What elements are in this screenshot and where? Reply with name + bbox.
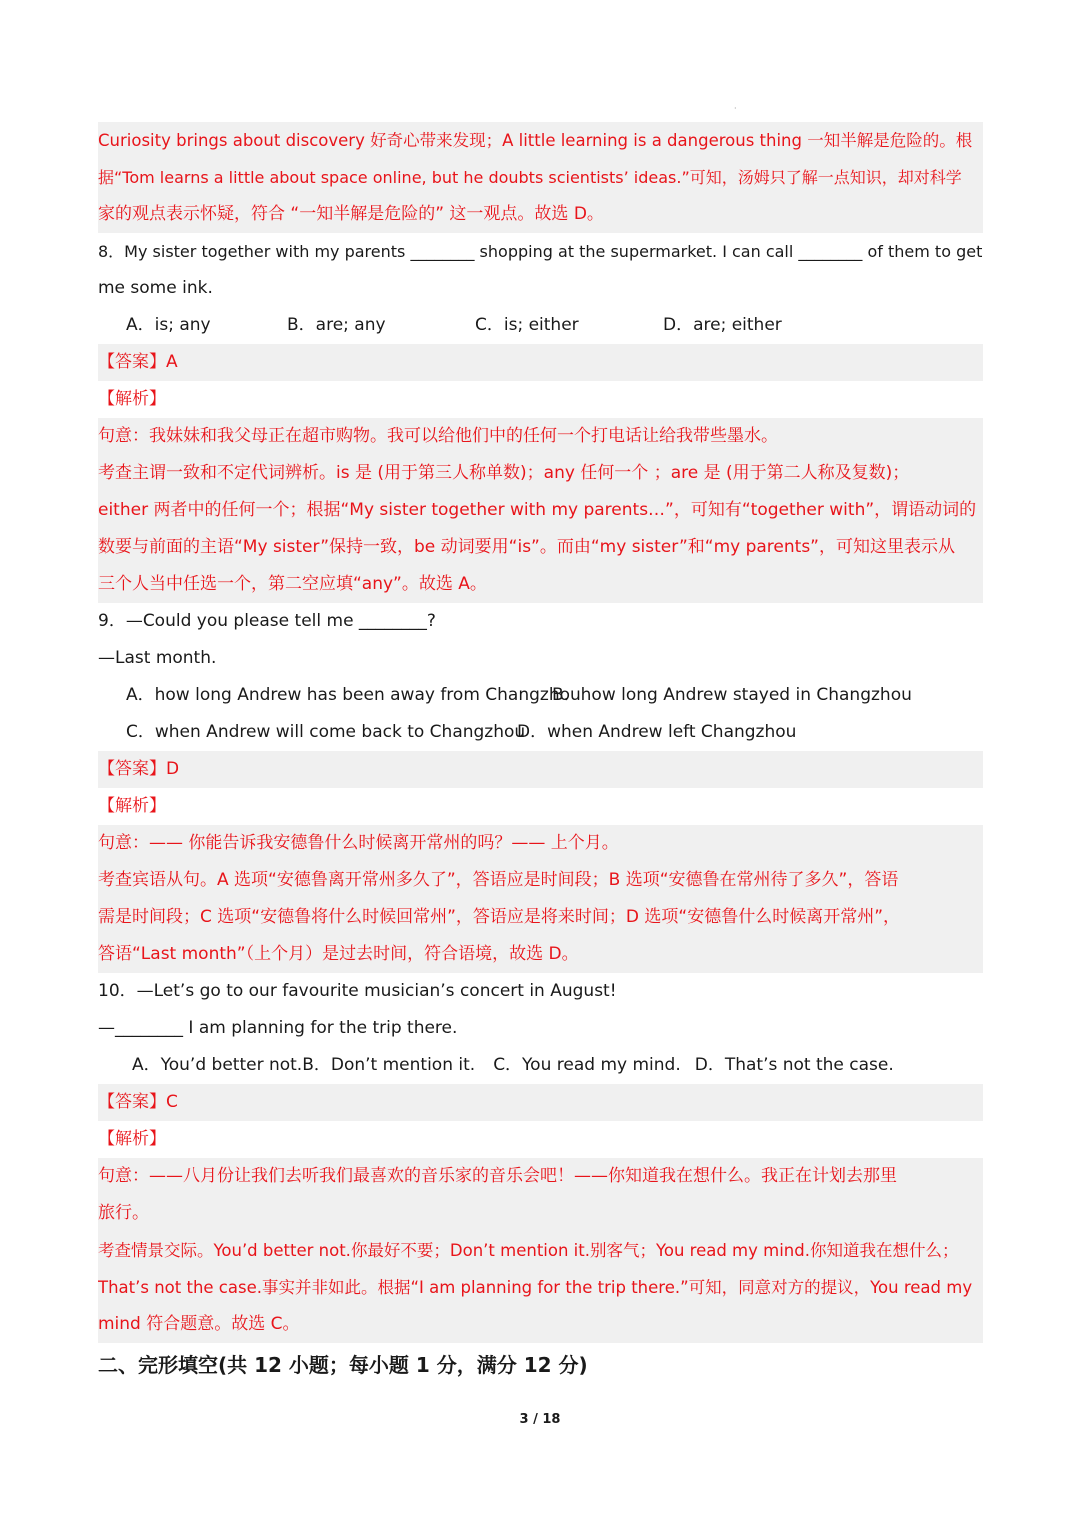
q8-option-b: B．are; any: [287, 315, 386, 335]
q7-explanation-line: 据“Tom learns a little about space online, but he doubts scientists’ ideas.”可知，汤姆只了解一点知识，却对科学: [98, 159, 983, 196]
q8-explanation-line: 句意：我妹妹和我父母正在超市购物。我可以给他们中的任何一个打电话让给我带些墨水。: [98, 418, 983, 455]
page-number: 3 / 18: [519, 1412, 561, 1427]
q9-explanation-line: 句意：—— 你能告诉我安德鲁什么时候离开常州的吗？—— 上个月。: [98, 825, 983, 862]
q8-option-a: A．is; any: [126, 315, 211, 335]
q10-response: —________ I am planning for the trip there.: [98, 1018, 458, 1038]
q9-options-row-1: [98, 677, 983, 714]
q7-explanation-line: 家的观点表示怀疑，符合 “一知半解是危险的” 这一观点。故选 D。: [98, 196, 983, 233]
q8-option-d: D．are; either: [663, 315, 782, 335]
q8-option-c: C．is; either: [475, 315, 579, 335]
q9-options-row-2: [98, 714, 983, 751]
q10-options: [98, 1047, 983, 1084]
section-heading: 二、完形填空(共 12 小题；每小题 1 分，满分 12 分): [98, 1353, 588, 1377]
q10-explanation-line: That’s not the case.事实并非如此。根据“I am planning for the trip there.”可知，同意对方的提议，You read my: [98, 1269, 983, 1306]
q9-explanation-line: 考查宾语从句。A 选项“安德鲁离开常州多久了”，答语应是时间段；B 选项“安德鲁在常州待了多久”，答语: [98, 862, 983, 899]
scan-dot: ·: [734, 104, 737, 113]
q9-option-d: D．when Andrew left Changzhou: [517, 722, 797, 742]
q10-analysis-label: 【解析】: [98, 1129, 166, 1149]
q8-explanation-line: 三个人当中任选一个，第二空应填“any”。故选 A。: [98, 566, 983, 603]
q10-option-a: A．You’d better not.: [132, 1055, 303, 1075]
q8-explanation-line: 考查主谓一致和不定代词辨析。is 是 (用于第三人称单数)；any 任何一个 ；are 是 (用于第二人称及复数)；: [98, 455, 983, 492]
q9-option-c: C．when Andrew will come back to Changzhou: [126, 722, 526, 742]
q10-explanation-line: 考查情景交际。You’d better not.你最好不要；Don’t mention it.别客气；You read my mind.你知道我在想什么；: [98, 1232, 983, 1269]
q8-stem: me some ink.: [98, 278, 213, 298]
q10-option-d: D．That’s not the case.: [694, 1055, 894, 1075]
q8-analysis-label: 【解析】: [98, 389, 166, 409]
page-content: [98, 122, 983, 1385]
q8-stem: 8．My sister together with my parents ________ shopping at the supermarket. I can call ________ of them to get: [98, 242, 983, 261]
q8-explanation-line: either 两者中的任何一个；根据“My sister together with my parents…”，可知有“together with”，谓语动词的: [98, 492, 983, 529]
q9-analysis-label: 【解析】: [98, 796, 166, 816]
q10-option-b: B．Don’t mention it.: [302, 1055, 476, 1075]
q10-option-c: C．You read my mind.: [493, 1055, 681, 1075]
q10-explanation-line: 句意：——八月份让我们去听我们最喜欢的音乐家的音乐会吧！——你知道我在想什么。我正在计划去那里: [98, 1158, 983, 1195]
q10-explanation-line: 旅行。: [98, 1195, 983, 1232]
q10-answer: 【答案】C: [98, 1084, 983, 1121]
q8-options: [98, 307, 983, 344]
q9-explanation-line: 需是时间段；C 选项“安德鲁将什么时候回常州”，答语应是将来时间；D 选项“安德鲁什么时候离开常州”，: [98, 899, 983, 936]
q9-explanation-line: 答语“Last month”（上个月）是过去时间，符合语境，故选 D。: [98, 936, 983, 973]
q7-explanation-line: Curiosity brings about discovery 好奇心带来发现；A little learning is a dangerous thing 一知半解是危险的。根: [98, 122, 983, 159]
q9-option-a: A．how long Andrew has been away from Changzhou: [126, 685, 581, 705]
q9-response: —Last month.: [98, 648, 217, 668]
q10-stem: 10．—Let’s go to our favourite musician’s concert in August!: [98, 981, 617, 1001]
q8-explanation-line: 数要与前面的主语“My sister”保持一致，be 动词要用“is”。而由“my sister”和“my parents”，可知这里表示从: [98, 529, 983, 566]
q9-stem: 9．—Could you please tell me ________?: [98, 611, 436, 631]
q9-option-b: B．how long Andrew stayed in Changzhou: [552, 685, 912, 705]
q10-explanation-line: mind 符合题意。故选 C。: [98, 1306, 983, 1343]
q8-answer: 【答案】A: [98, 344, 983, 381]
q9-answer: 【答案】D: [98, 751, 983, 788]
